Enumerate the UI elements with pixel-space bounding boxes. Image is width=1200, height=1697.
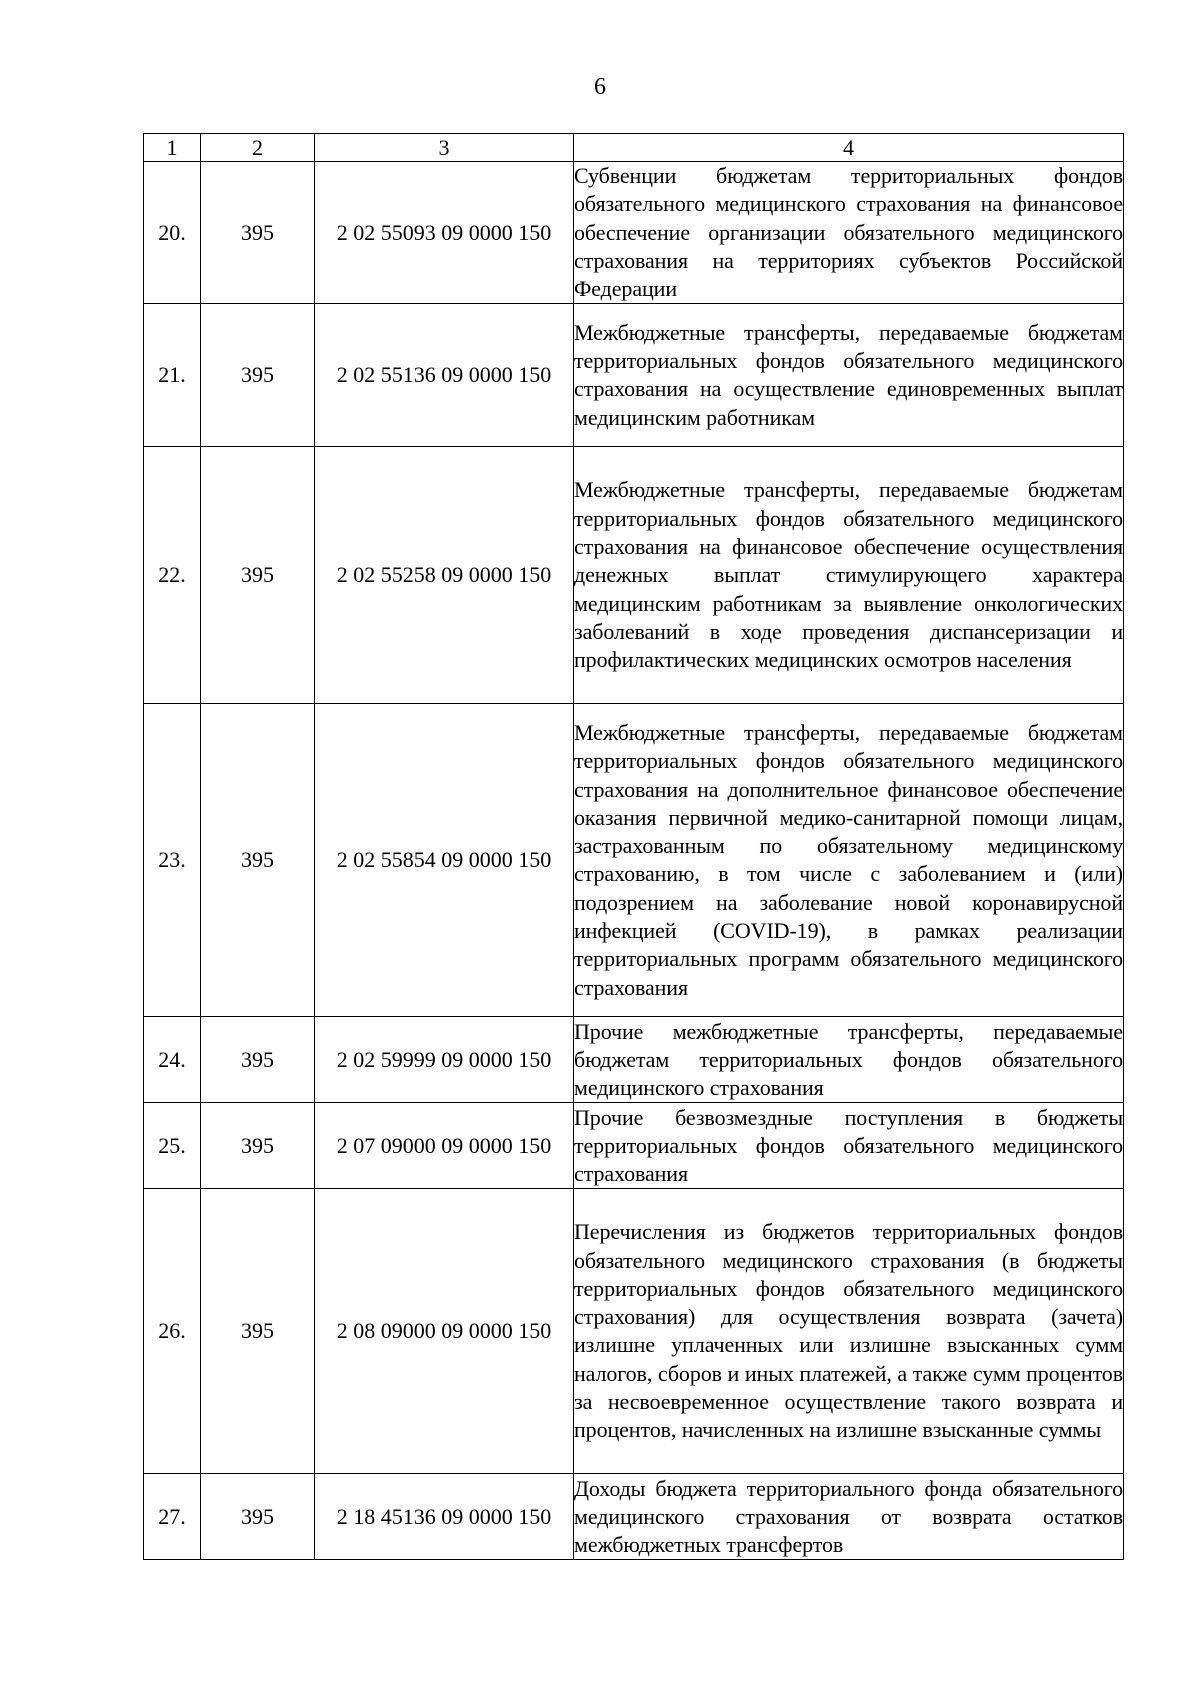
- revenue-description: Межбюджетные трансферты, передаваемые бюджетам территориальных фондов обязательного медицинского страхования на осуществление единовременных выплат медицинским работникам: [574, 304, 1124, 447]
- revenue-description: Прочие межбюджетные трансферты, передаваемые бюджетам территориальных фондов обязательного медицинского страхования: [574, 1017, 1124, 1103]
- row-number: 23.: [144, 704, 201, 1017]
- revenue-description: Межбюджетные трансферты, передаваемые бюджетам территориальных фондов обязательного медицинского страхования на дополнительное финансовое обеспечение оказания первичной медико-санитарной помощи лицам, застрахованным по обязательному медицинскому страхованию, в том числе с заболеванием и (или) подозрением на заболевание новой коронавирусной инфекцией (COVID-19), в рамках реализации территориальных программ обязательного медицинского страхования: [574, 704, 1124, 1017]
- table-row: [144, 704, 1124, 1017]
- budget-classification-code: 2 02 55136 09 0000 150: [315, 304, 574, 447]
- table-row: [144, 1474, 1124, 1560]
- budget-classification-code: 2 02 55854 09 0000 150: [315, 704, 574, 1017]
- row-number: 22.: [144, 447, 201, 704]
- column-header-4: 4: [574, 134, 1124, 162]
- row-number: 20.: [144, 162, 201, 304]
- table-header-row: [144, 134, 1124, 162]
- table-row: [144, 447, 1124, 704]
- table-row: [144, 1017, 1124, 1103]
- budget-classification-code: 2 07 09000 09 0000 150: [315, 1103, 574, 1189]
- revenue-description: Перечисления из бюджетов территориальных фондов обязательного медицинского страхования (в бюджеты территориальных фондов обязательного медицинского страхования) для осуществления возврата (зачета) излишне уплаченных или излишне взысканных сумм налогов, сборов и иных платежей, а также сумм процентов за несвоевременное осуществление такого возврата и процентов, начисленных на излишне взысканные суммы: [574, 1189, 1124, 1474]
- admin-code: 395: [201, 704, 315, 1017]
- column-header-3: 3: [315, 134, 574, 162]
- admin-code: 395: [201, 162, 315, 304]
- budget-classification-code: 2 02 59999 09 0000 150: [315, 1017, 574, 1103]
- page-number: 6: [594, 74, 606, 100]
- budget-classification-code: 2 02 55258 09 0000 150: [315, 447, 574, 704]
- admin-code: 395: [201, 1474, 315, 1560]
- row-number: 24.: [144, 1017, 201, 1103]
- revenue-description: Прочие безвозмездные поступления в бюджеты территориальных фондов обязательного медицинского страхования: [574, 1103, 1124, 1189]
- table-row: [144, 1103, 1124, 1189]
- table-row: [144, 1189, 1124, 1474]
- row-number: 26.: [144, 1189, 201, 1474]
- row-number: 27.: [144, 1474, 201, 1560]
- revenue-codes-table: [143, 133, 1124, 1560]
- column-header-2: 2: [201, 134, 315, 162]
- table-row: [144, 162, 1124, 304]
- admin-code: 395: [201, 1103, 315, 1189]
- row-number: 25.: [144, 1103, 201, 1189]
- admin-code: 395: [201, 304, 315, 447]
- budget-classification-code: 2 18 45136 09 0000 150: [315, 1474, 574, 1560]
- admin-code: 395: [201, 1189, 315, 1474]
- admin-code: 395: [201, 447, 315, 704]
- revenue-description: Субвенции бюджетам территориальных фондов обязательного медицинского страхования на финансовое обеспечение организации обязательного медицинского страхования на территориях субъектов Российской Федерации: [574, 162, 1124, 304]
- budget-classification-code: 2 02 55093 09 0000 150: [315, 162, 574, 304]
- admin-code: 395: [201, 1017, 315, 1103]
- revenue-description: Межбюджетные трансферты, передаваемые бюджетам территориальных фондов обязательного медицинского страхования на финансовое обеспечение осуществления денежных выплат стимулирующего характера медицинским работникам за выявление онкологических заболеваний в ходе проведения диспансеризации и профилактических медицинских осмотров населения: [574, 447, 1124, 704]
- table-row: [144, 304, 1124, 447]
- column-header-1: 1: [144, 134, 201, 162]
- revenue-description: Доходы бюджета территориального фонда обязательного медицинского страхования от возврата остатков межбюджетных трансфертов: [574, 1474, 1124, 1560]
- row-number: 21.: [144, 304, 201, 447]
- budget-classification-code: 2 08 09000 09 0000 150: [315, 1189, 574, 1474]
